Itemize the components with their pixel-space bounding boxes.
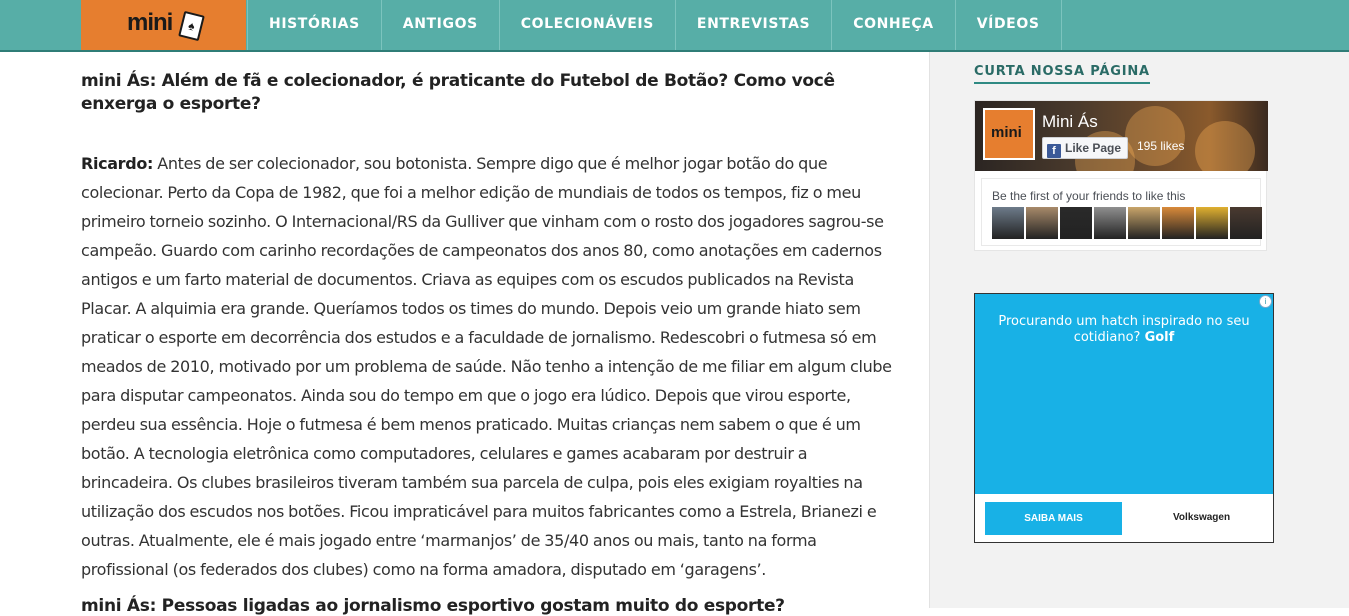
friend-avatar[interactable] <box>1094 207 1126 239</box>
sidebar-title: CURTA NOSSA PÁGINA <box>974 64 1150 84</box>
fb-cover-photo <box>975 101 1268 171</box>
main-nav <box>247 0 1062 50</box>
fb-page-avatar[interactable] <box>983 108 1035 160</box>
fb-friend-faces <box>992 207 1264 239</box>
fb-friends-panel <box>981 178 1261 246</box>
site-logo[interactable] <box>81 0 246 50</box>
answer-text: Antes de ser colecionador, sou botonista. Sempre digo que é melhor jogar botão do que colecionar. Perto da Copa de 1982, que foi a melhor edição de mundiais de todos os tempos, fiz o meu primeiro torneio sozinho. O Internacional/RS da Gulliver que vinham com o rosto dos jogadores sagrou-se campeão. Guardo com carinho recordações de campeonatos dos anos 80, como anotações em cadernos antigos e um farto material de documentos. Criava as equipes com os escudos publicados na Revista Placar. A alquimia era grande. Queríamos todos os times do mundo. Depois veio um grande hiato sem praticar o esporte em decorrência dos estudos e a faculdade de jornalismo. Redescobri o futmesa só em meados de 2010, motivado por um problema de saúde. Não tenho a intenção de me filiar em algum clube para disputar campeonatos. Ainda sou do tempo em que o jogo era lúdico. Depois que virou esporte, perdeu sua essência. Hoje o futmesa é bem menos praticado. Muitas crianças nem sabem o que é um botão. A tecnologia eletrônica como computadores, celulares e games acabaram por destruir a brincadeira. Os clubes brasileiros tiveram também sua parcela de culpa, pois eles exigiam royalties na utilização dos escudos nos botões. Ficou impraticável para muitos fabricantes como a Estrela, Brianezi e outras. Atualmente, ele é mais jogado entre ‘marmanjos’ de 35/40 anos ou mais, tanto na forma profissional (os federados dos clubes) como na forma amadora, disputado em ‘garagens’. <box>81 154 892 579</box>
ad-brand: Volkswagen <box>1173 512 1231 523</box>
interview-question-next: mini Ás: Pessoas ligadas ao jornalismo esportivo gostam muito do esporte? <box>81 596 785 616</box>
nav-entrevistas[interactable]: ENTREVISTAS <box>676 0 832 50</box>
fb-page-name[interactable]: Mini Ás <box>1042 112 1098 131</box>
logo-text: mini <box>127 9 173 36</box>
nav-antigos[interactable]: ANTIGOS <box>382 0 500 50</box>
ad-footer <box>975 494 1273 542</box>
friend-avatar[interactable] <box>1128 207 1160 239</box>
fb-like-count: 195 likes <box>1137 139 1185 153</box>
playing-card-icon: ♠ <box>178 11 205 41</box>
friend-avatar[interactable] <box>1196 207 1228 239</box>
interview-question: mini Ás: Além de fã e colecionador, é praticante do Futebol de Botão? Como você enxerga o esporte? <box>81 71 835 114</box>
ad-text-main: Procurando um hatch inspirado no seu cotidiano? <box>998 314 1250 345</box>
nav-conheca[interactable]: CONHEÇA <box>832 0 955 50</box>
friend-avatar[interactable] <box>1230 207 1262 239</box>
fb-friends-text: Be the first of your friends to like this <box>992 189 1186 203</box>
fb-like-page-button[interactable] <box>1042 137 1128 159</box>
interview-answer <box>81 149 893 584</box>
nav-historias[interactable]: HISTÓRIAS <box>247 0 382 50</box>
friend-avatar[interactable] <box>992 207 1024 239</box>
top-navbar <box>0 0 1349 52</box>
fb-avatar-logo: mini <box>991 124 1022 141</box>
fb-like-label: Like Page <box>1065 141 1122 155</box>
friend-avatar[interactable] <box>1026 207 1058 239</box>
nav-videos[interactable]: VÍDEOS <box>956 0 1062 50</box>
article-content <box>81 70 893 584</box>
friend-avatar[interactable] <box>1162 207 1194 239</box>
ad-info-icon[interactable]: i <box>1259 295 1272 308</box>
friend-avatar[interactable] <box>1060 207 1092 239</box>
facebook-page-widget <box>974 100 1267 251</box>
ad-text <box>985 314 1263 346</box>
ad-text-bold: Golf <box>1144 330 1175 345</box>
speaker-name: Ricardo: <box>81 154 154 173</box>
facebook-icon: f <box>1047 144 1061 158</box>
ad-banner[interactable] <box>974 293 1274 543</box>
ad-cta-button[interactable]: SAIBA MAIS <box>985 502 1122 535</box>
nav-colecionaveis[interactable]: COLECIONÁVEIS <box>500 0 676 50</box>
